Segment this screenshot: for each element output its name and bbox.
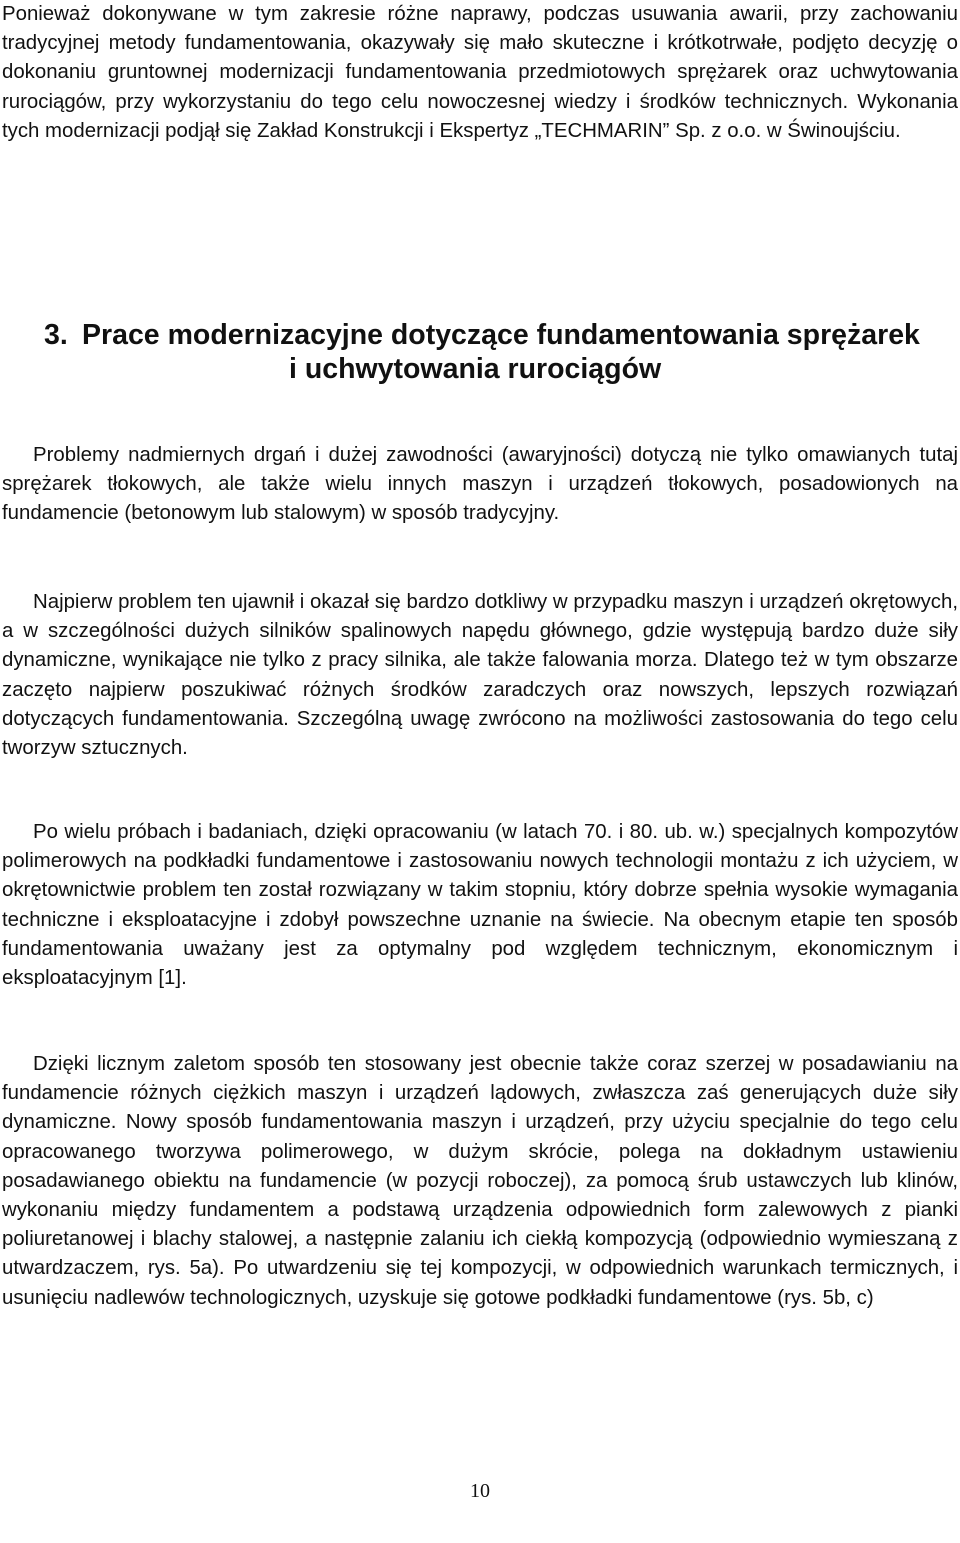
section-number: 3. bbox=[44, 319, 68, 351]
body-paragraph-4 bbox=[2, 1050, 958, 1313]
body-paragraph-2 bbox=[2, 588, 958, 763]
section-title-line2: i uchwytowania rurociągów bbox=[289, 353, 662, 385]
body-paragraph-3-text: Po wielu próbach i badaniach, dzięki opracowaniu (w latach 70. i 80. ub. w.) specjalnych kompozytów polimerowych na podkładki fundamentowe i zastosowaniu nowych technologii montażu z ich użyciem, w okrętownictwie problem ten został rozwiązany w takim stopniu, który dobrze spełnia wysokie wymagania techniczne i eksploatacyjne i zdobył powszechne uznanie na świecie. Na obecnym etapie ten sposób fundamentowania uważany jest za optymalny pod względem technicznym, ekonomicznym i eksploatacyjnym [1]. bbox=[2, 821, 958, 990]
intro-paragraph: Ponieważ dokonywane w tym zakresie różne naprawy, podczas usuwania awarii, przy zachowaniu tradycyjnej metody fundamentowania, okazywały się mało skuteczne i krótkotrwałe, podjęto decyzję o dokonaniu gruntownej modernizacji fundamentowania przedmiotowych sprężarek oraz uchwytowania rurociągów, przy wykorzystaniu do tego celu nowoczesnej wiedzy i środków technicznych. Wykonania tych modernizacji podjął się Zakład Konstrukcji i Ekspertyz „TECHMARIN” Sp. z o.o. w Świnoujściu. bbox=[2, 3, 958, 142]
section-title-line1: Prace modernizacyjne dotyczące fundamentowania sprężarek bbox=[82, 319, 920, 351]
page-number: 10 bbox=[470, 1480, 490, 1502]
section-heading bbox=[44, 318, 954, 386]
body-paragraph-3 bbox=[2, 818, 958, 993]
body-paragraph-1 bbox=[2, 441, 958, 529]
body-paragraph-4-text: Dzięki licznym zaletom sposób ten stosowany jest obecnie także coraz szerzej w posadawianiu na fundamencie różnych ciężkich maszyn i urządzeń lądowych, zwłaszcza zaś generujących duże siły dynamiczne. Nowy sposób fundamentowania maszyn i urządzeń, przy użyciu specjalnie do tego celu opracowanego tworzywa polimerowego, w dużym skrócie, polega na dokładnym ustawieniu posadawianego obiektu na fundamencie (w pozycji roboczej), za pomocą śrub ustawczych lub klinów, wykonaniu między fundamentem a podstawą urządzenia odpowiednich form zalewowych z pianki poliuretanowej i blachy stalowej, a następnie zalaniu ich ciekłą kompozycją (odpowiednio wymieszaną z utwardzaczem, rys. 5a). Po utwardzeniu się tej kompozycji, w odpowiednich warunkach termicznych, i usunięciu nadlewów technologicznych, uzyskuje się gotowe podkładki fundamentowe (rys. 5b, c) bbox=[2, 1053, 958, 1309]
document-page bbox=[2, 0, 958, 1543]
body-paragraph-2-text: Najpierw problem ten ujawnił i okazał się bardzo dotkliwy w przypadku maszyn i urządzeń okrętowych, a w szczególności dużych silników spalinowych napędu głównego, gdzie występują bardzo duże siły dynamiczne, wynikające nie tylko z pracy silnika, ale także falowania morza. Dlatego też w tym obszarze zaczęto najpierw poszukiwać różnych środków zaradczych oraz nowszych, lepszych rozwiązań dotyczących fundamentowania. Szczególną uwagę zwrócono na możliwości zastosowania do tego celu tworzyw sztucznych. bbox=[2, 591, 958, 760]
body-paragraph-1-text: Problemy nadmiernych drgań i dużej zawodności (awaryjności) dotyczą nie tylko omawianych tutaj sprężarek tłokowych, ale także wielu innych maszyn i urządzeń tłokowych, posadowionych na fundamencie (betonowym lub stalowym) w sposób tradycyjny. bbox=[2, 444, 958, 525]
